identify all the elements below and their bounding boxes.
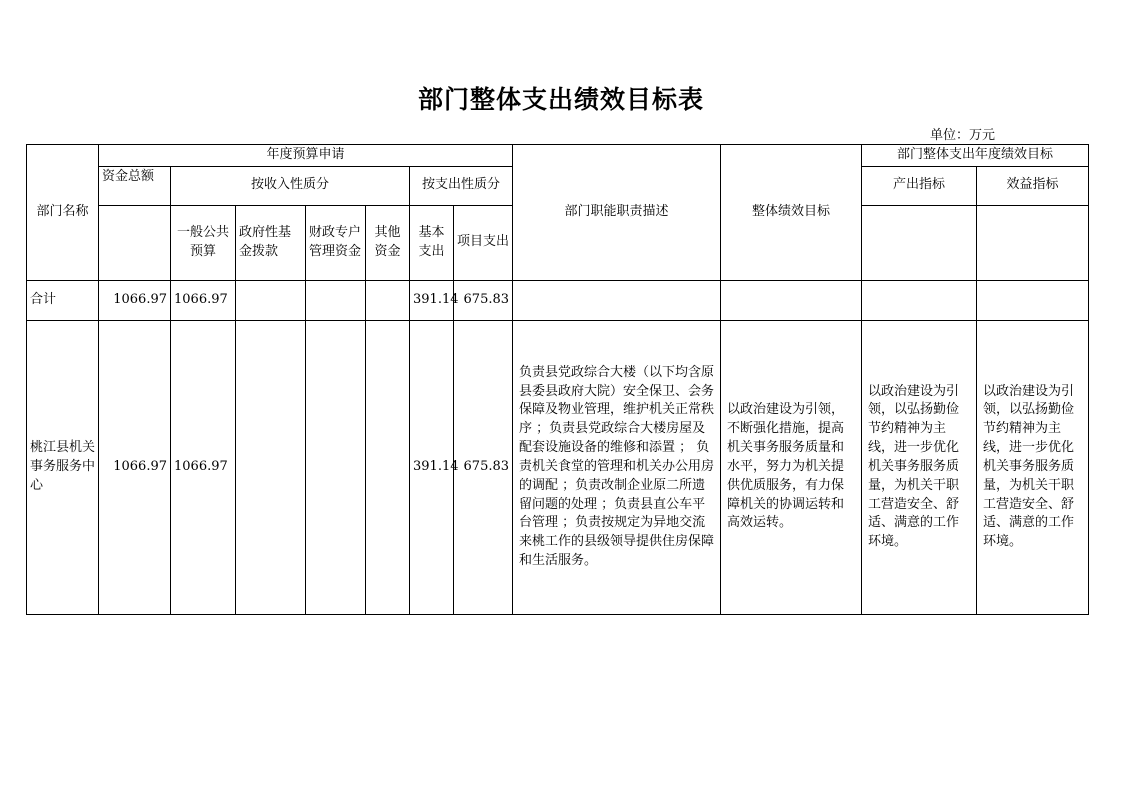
cell-goal [721,280,862,320]
header-total-funds: 资金总额 [99,166,171,205]
cell-other [366,320,410,614]
cell-general: 1066.97 [171,280,236,320]
cell-general: 1066.97 [171,320,236,614]
cell-goal: 以政治建设为引领，不断强化措施，提高机关事务服务质量和水平，努力为机关提供优质服务，有力保障机关的协调运转和高效运转。 [721,320,862,614]
cell-project: 675.83 [454,320,513,614]
cell-gov-fund [236,280,306,320]
table-row [27,320,1089,614]
header-other-funds: 其他资金 [366,205,410,280]
header-overall-goal: 整体绩效目标 [721,145,862,281]
cell-benefit: 以政治建设为引领，以弘扬勤俭节约精神为主线，进一步优化机关事务服务质量，为机关干职工营造安全、舒适、满意的工作环境。 [977,320,1089,614]
cell-output [862,280,977,320]
cell-basic: 391.14 [410,320,454,614]
cell-gov-fund [236,320,306,614]
header-basic-exp: 基本支出 [410,205,454,280]
benefit-ind-blank [977,205,1089,280]
header-project-exp: 项目支出 [454,205,513,280]
cell-special [306,280,366,320]
header-row-1 [27,145,1089,167]
header-by-income: 按收入性质分 [171,166,410,205]
header-gov-fund: 政府性基金拨款 [236,205,306,280]
cell-basic: 391.14 [410,280,454,320]
header-total-funds-blank [99,205,171,280]
header-dept-name: 部门名称 [27,145,99,281]
cell-project: 675.83 [454,280,513,320]
cell-desc [513,280,721,320]
unit-label: 单位：万元 [930,128,996,143]
header-by-expenditure: 按支出性质分 [410,166,513,205]
cell-dept-name: 桃江县机关事务服务中心 [27,320,99,614]
output-ind-blank [862,205,977,280]
cell-other [366,280,410,320]
cell-desc: 负责县党政综合大楼（以下均含原县委县政府大院）安全保卫、会务保障及物业管理，维护机关正常秩序 ；负责县党政综合大楼房屋及配套设施设备的维修和添置 ； 负责机关食堂的管理和机关办公用房的调配 ；负责改制企业原二所遗留问题的处理 ；负责县直公车平台管理 ；负责按规定为异地交流来桃工作的县级领导提供住房保障和生活服务。 [513,320,721,614]
page-title: 部门整体支出绩效目标表 [417,85,704,114]
header-benefit-ind: 效益指标 [977,166,1089,205]
header-special-fund: 财政专户管理资金 [306,205,366,280]
cell-dept-name: 合计 [27,280,99,320]
table-row [27,280,1089,320]
performance-table [26,144,1089,615]
header-general-budget: 一般公共预算 [171,205,236,280]
cell-total: 1066.97 [99,320,171,614]
cell-benefit [977,280,1089,320]
header-output-ind: 产出指标 [862,166,977,205]
header-annual-perf: 部门整体支出年度绩效目标 [862,145,1089,167]
cell-output: 以政治建设为引领，以弘扬勤俭节约精神为主线，进一步优化机关事务服务质量，为机关干职工营造安全、舒适、满意的工作环境。 [862,320,977,614]
cell-total: 1066.97 [99,280,171,320]
header-duty-desc: 部门职能职责描述 [513,145,721,281]
header-annual-budget: 年度预算申请 [99,145,513,167]
cell-special [306,320,366,614]
